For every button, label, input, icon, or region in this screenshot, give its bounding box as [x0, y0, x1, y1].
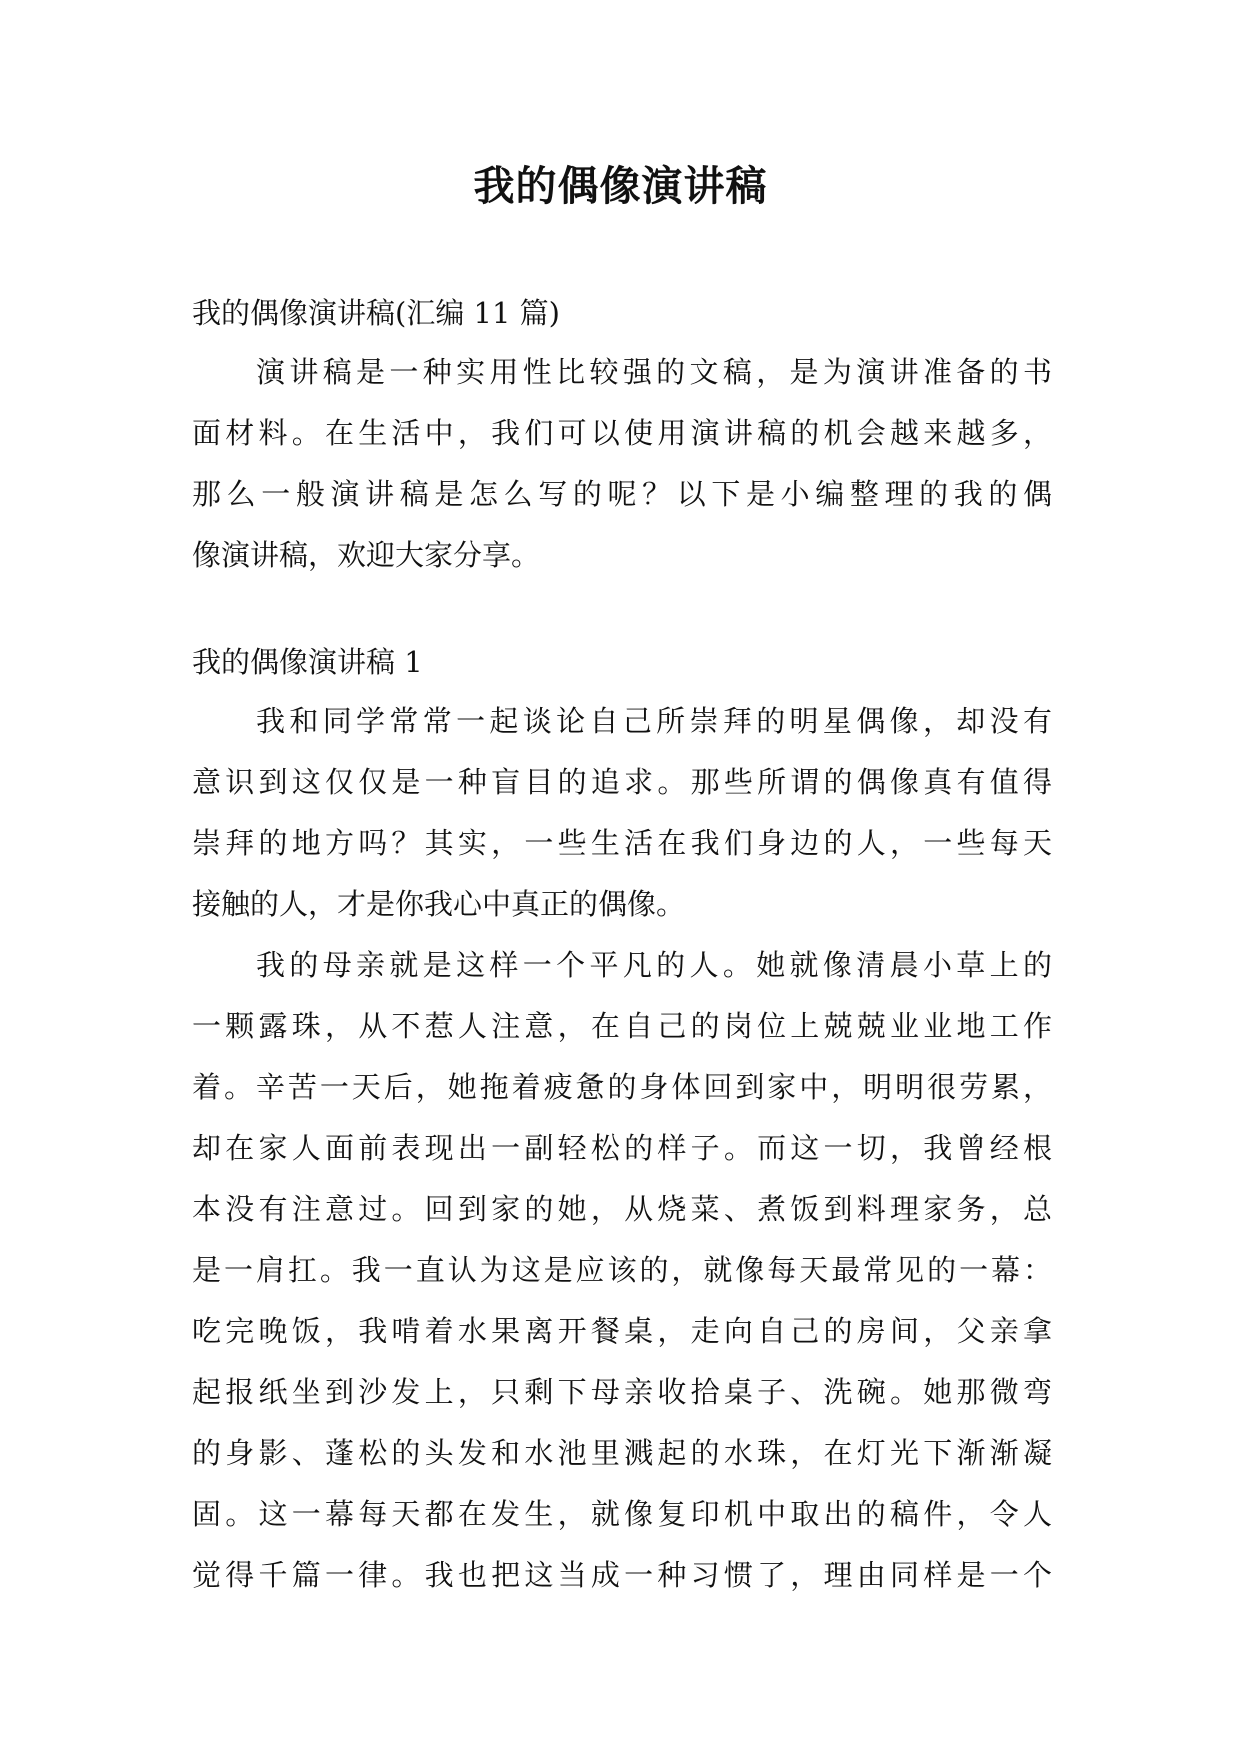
paragraph-line: 像演讲稿，欢迎大家分享。: [192, 538, 541, 572]
paragraph-line: 我的母亲就是这样一个平凡的人。她就像清晨小草上的: [256, 948, 1052, 982]
paragraph-line: 意识到这仅仅是一种盲目的追求。那些所谓的偶像真有值得: [192, 765, 1052, 799]
document-subtitle: 我的偶像演讲稿(汇编 11 篇): [192, 296, 560, 330]
paragraph-line: 面材料。在生活中，我们可以使用演讲稿的机会越来越多，: [192, 416, 1052, 450]
section1-paragraph-2: [192, 935, 1052, 1606]
paragraph-line: 觉得千篇一律。我也把这当成一种习惯了，理由同样是一个: [192, 1558, 1052, 1592]
paragraph-line: 演讲稿是一种实用性比较强的文稿，是为演讲准备的书: [256, 355, 1052, 389]
paragraph-line: 却在家人面前表现出一副轻松的样子。而这一切，我曾经根: [192, 1131, 1052, 1165]
paragraph-line: 接触的人，才是你我心中真正的偶像。: [192, 887, 686, 921]
paragraph-line: 本没有注意过。回到家的她，从烧菜、煮饭到料理家务，总: [192, 1192, 1052, 1226]
paragraph-line: 固。这一幕每天都在发生，就像复印机中取出的稿件，令人: [192, 1497, 1052, 1531]
paragraph-line: 是一肩扛。我一直认为这是应该的，就像每天最常见的一幕：: [192, 1253, 1052, 1287]
paragraph-line: 起报纸坐到沙发上，只剩下母亲收拾桌子、洗碗。她那微弯: [192, 1375, 1052, 1409]
paragraph-line: 崇拜的地方吗？其实，一些生活在我们身边的人，一些每天: [192, 826, 1052, 860]
paragraph-line: 一颗露珠，从不惹人注意，在自己的岗位上兢兢业业地工作: [192, 1009, 1052, 1043]
intro-paragraph: [192, 342, 1052, 586]
document-title: 我的偶像演讲稿: [473, 162, 768, 210]
paragraph-line: 吃完晚饭，我啃着水果离开餐桌，走向自己的房间，父亲拿: [192, 1314, 1052, 1348]
section-heading: 我的偶像演讲稿 1: [192, 645, 423, 679]
paragraph-line: 那么一般演讲稿是怎么写的呢？以下是小编整理的我的偶: [192, 477, 1052, 511]
paragraph-line: 着。辛苦一天后，她拖着疲惫的身体回到家中，明明很劳累，: [192, 1070, 1052, 1104]
paragraph-line: 的身影、蓬松的头发和水池里溅起的水珠，在灯光下渐渐凝: [192, 1436, 1052, 1470]
paragraph-line: 我和同学常常一起谈论自己所崇拜的明星偶像，却没有: [256, 704, 1052, 738]
section1-paragraph-1: [192, 691, 1052, 935]
